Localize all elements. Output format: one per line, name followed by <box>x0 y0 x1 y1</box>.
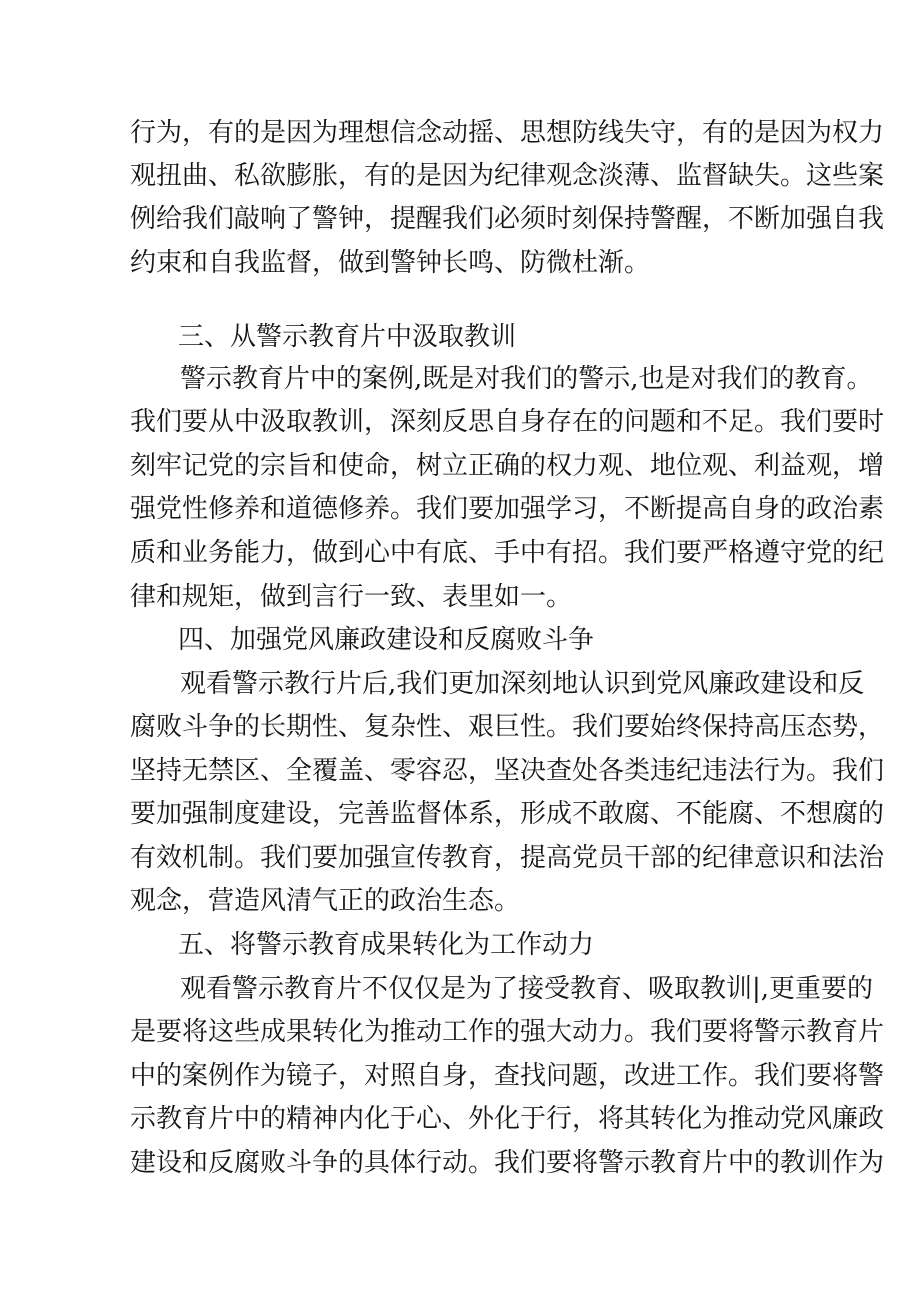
paragraph-line: 强党性修养和道德修养。我们要加强学习，不断提高自身的政治素 <box>130 494 885 524</box>
paragraph-line: 是要将这些成果转化为推动工作的强大动力。我们要将警示教育片 <box>130 1017 885 1047</box>
paragraph-line: 建设和反腐败斗争的具体行动。我们要将警示教育片中的教训作为 <box>130 1148 885 1178</box>
paragraph-line: 约束和自我监督，做到警钟长鸣、防微杜渐。 <box>130 248 651 278</box>
paragraph-line: 刻牢记党的宗旨和使命，树立正确的权力观、地位观、利益观，增 <box>130 451 885 481</box>
paragraph-line: 质和业务能力，做到心中有底、手中有招。我们要严格遵守党的纪 <box>130 538 885 568</box>
paragraph-line: 中的案例作为镜子，对照自身，查找问题，改进工作。我们要将警 <box>130 1061 885 1091</box>
paragraph-line: 观扭曲、私欲膨胀，有的是因为纪律观念淡薄、监督缺失。这些案 <box>130 161 885 191</box>
paragraph-line: 坚持无禁区、全覆盖、零容忍，坚决查处各类违纪违法行为。我们 <box>130 756 885 786</box>
paragraph-line: 腐败斗争的长期性、复杂性、艰巨性。我们要始终保持高压态势， <box>130 712 885 742</box>
paragraph-line: 警示教育片中的案例,既是对我们的警示,也是对我们的教育。 <box>180 364 873 394</box>
paragraph-line: 示教育片中的精神内化于心、外化于行，将其转化为推动党风廉政 <box>130 1104 885 1134</box>
paragraph-line: 律和规矩，做到言行一致、表里如一。 <box>130 582 573 612</box>
paragraph-line: 有效机制。我们要加强宣传教育，提高党员干部的纪律意识和法治 <box>130 843 885 873</box>
section-heading: 五、将警示教育成果转化为工作动力 <box>178 930 595 960</box>
paragraph-line: 要加强制度建设，完善监督体系，形成不敢腐、不能腐、不想腐的 <box>130 799 885 829</box>
paragraph-line: 观看警示教行片后,我们更加深刻地认识到党风廉政建设和反 <box>180 669 865 699</box>
paragraph-line: 例给我们敲响了警钟，提醒我们必须时刻保持警醒，不断加强自我 <box>130 204 885 234</box>
paragraph-line: 观念，营造风清气正的政治生态。 <box>130 886 521 916</box>
section-heading: 三、从警示教育片中汲取教训 <box>178 322 517 352</box>
section-heading: 四、加强党风廉政建设和反腐败斗争 <box>178 625 595 655</box>
paragraph-line: 观看警示教育片不仅仅是为了接受教育、吸取教训|,更重要的 <box>180 974 874 1004</box>
paragraph-line: 我们要从中汲取教训，深刻反思自身存在的问题和不足。我们要时 <box>130 407 885 437</box>
paragraph-line: 行为，有的是因为理想信念动摇、思想防线失守，有的是因为权力 <box>130 118 885 148</box>
